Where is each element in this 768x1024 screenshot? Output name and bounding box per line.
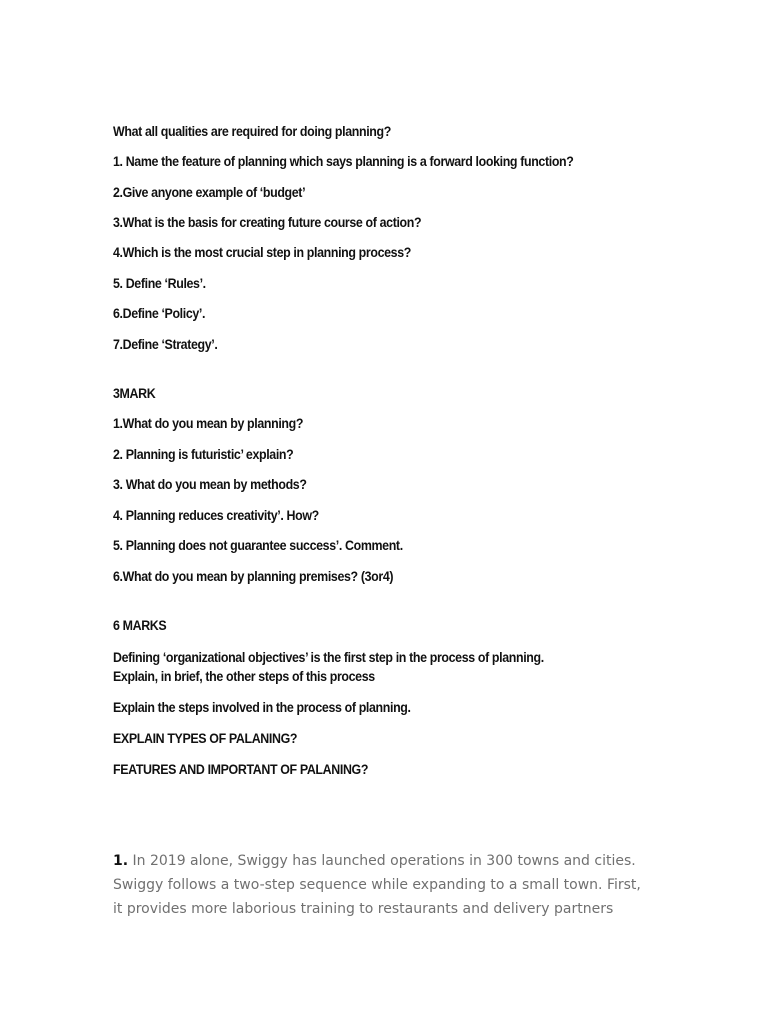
question-item: Explain the steps involved in the process of planning.: [113, 700, 411, 715]
question-item: 3. What do you mean by methods?: [113, 477, 307, 492]
question-item: 2.Give anyone example of ‘budget’: [113, 185, 306, 200]
question-item: EXPLAIN TYPES OF PALANING?: [113, 731, 298, 746]
question-item: 4.Which is the most crucial step in planning process?: [113, 245, 411, 260]
section-2-heading: 3MARK: [113, 386, 156, 401]
paragraph-number: 1.: [113, 853, 129, 869]
question-item: FEATURES AND IMPORTANT OF PALANING?: [113, 762, 369, 777]
question-item-continuation: Explain, in brief, the other steps of this process: [113, 669, 375, 684]
body-paragraph: [113, 849, 653, 921]
question-item: 1.What do you mean by planning?: [113, 416, 304, 431]
question-item: Defining ‘organizational objectives’ is the first step in the process of planning.: [113, 650, 544, 665]
question-item: 6.Define ‘Policy’.: [113, 306, 206, 321]
section-3-heading: 6 MARKS: [113, 618, 167, 633]
question-item: 6.What do you mean by planning premises? (3or4): [113, 569, 394, 584]
question-item: 4. Planning reduces creativity’. How?: [113, 508, 319, 523]
question-item: 2. Planning is futuristic’ explain?: [113, 447, 294, 462]
paragraph-text: In 2019 alone, Swiggy has launched operations in 300 towns and cities. Swiggy follows a two-step sequence while expanding to a small town. First, it provides more laborious training to restaurants and delivery partners: [113, 853, 641, 917]
question-item: 7.Define ‘Strategy’.: [113, 337, 218, 352]
question-item: 5. Planning does not guarantee success’. Comment.: [113, 538, 403, 553]
question-item: 1. Name the feature of planning which says planning is a forward looking function?: [113, 154, 574, 169]
question-item: 5. Define ‘Rules’.: [113, 276, 206, 291]
question-item: 3.What is the basis for creating future course of action?: [113, 215, 422, 230]
section-1-heading: What all qualities are required for doing planning?: [113, 124, 391, 139]
